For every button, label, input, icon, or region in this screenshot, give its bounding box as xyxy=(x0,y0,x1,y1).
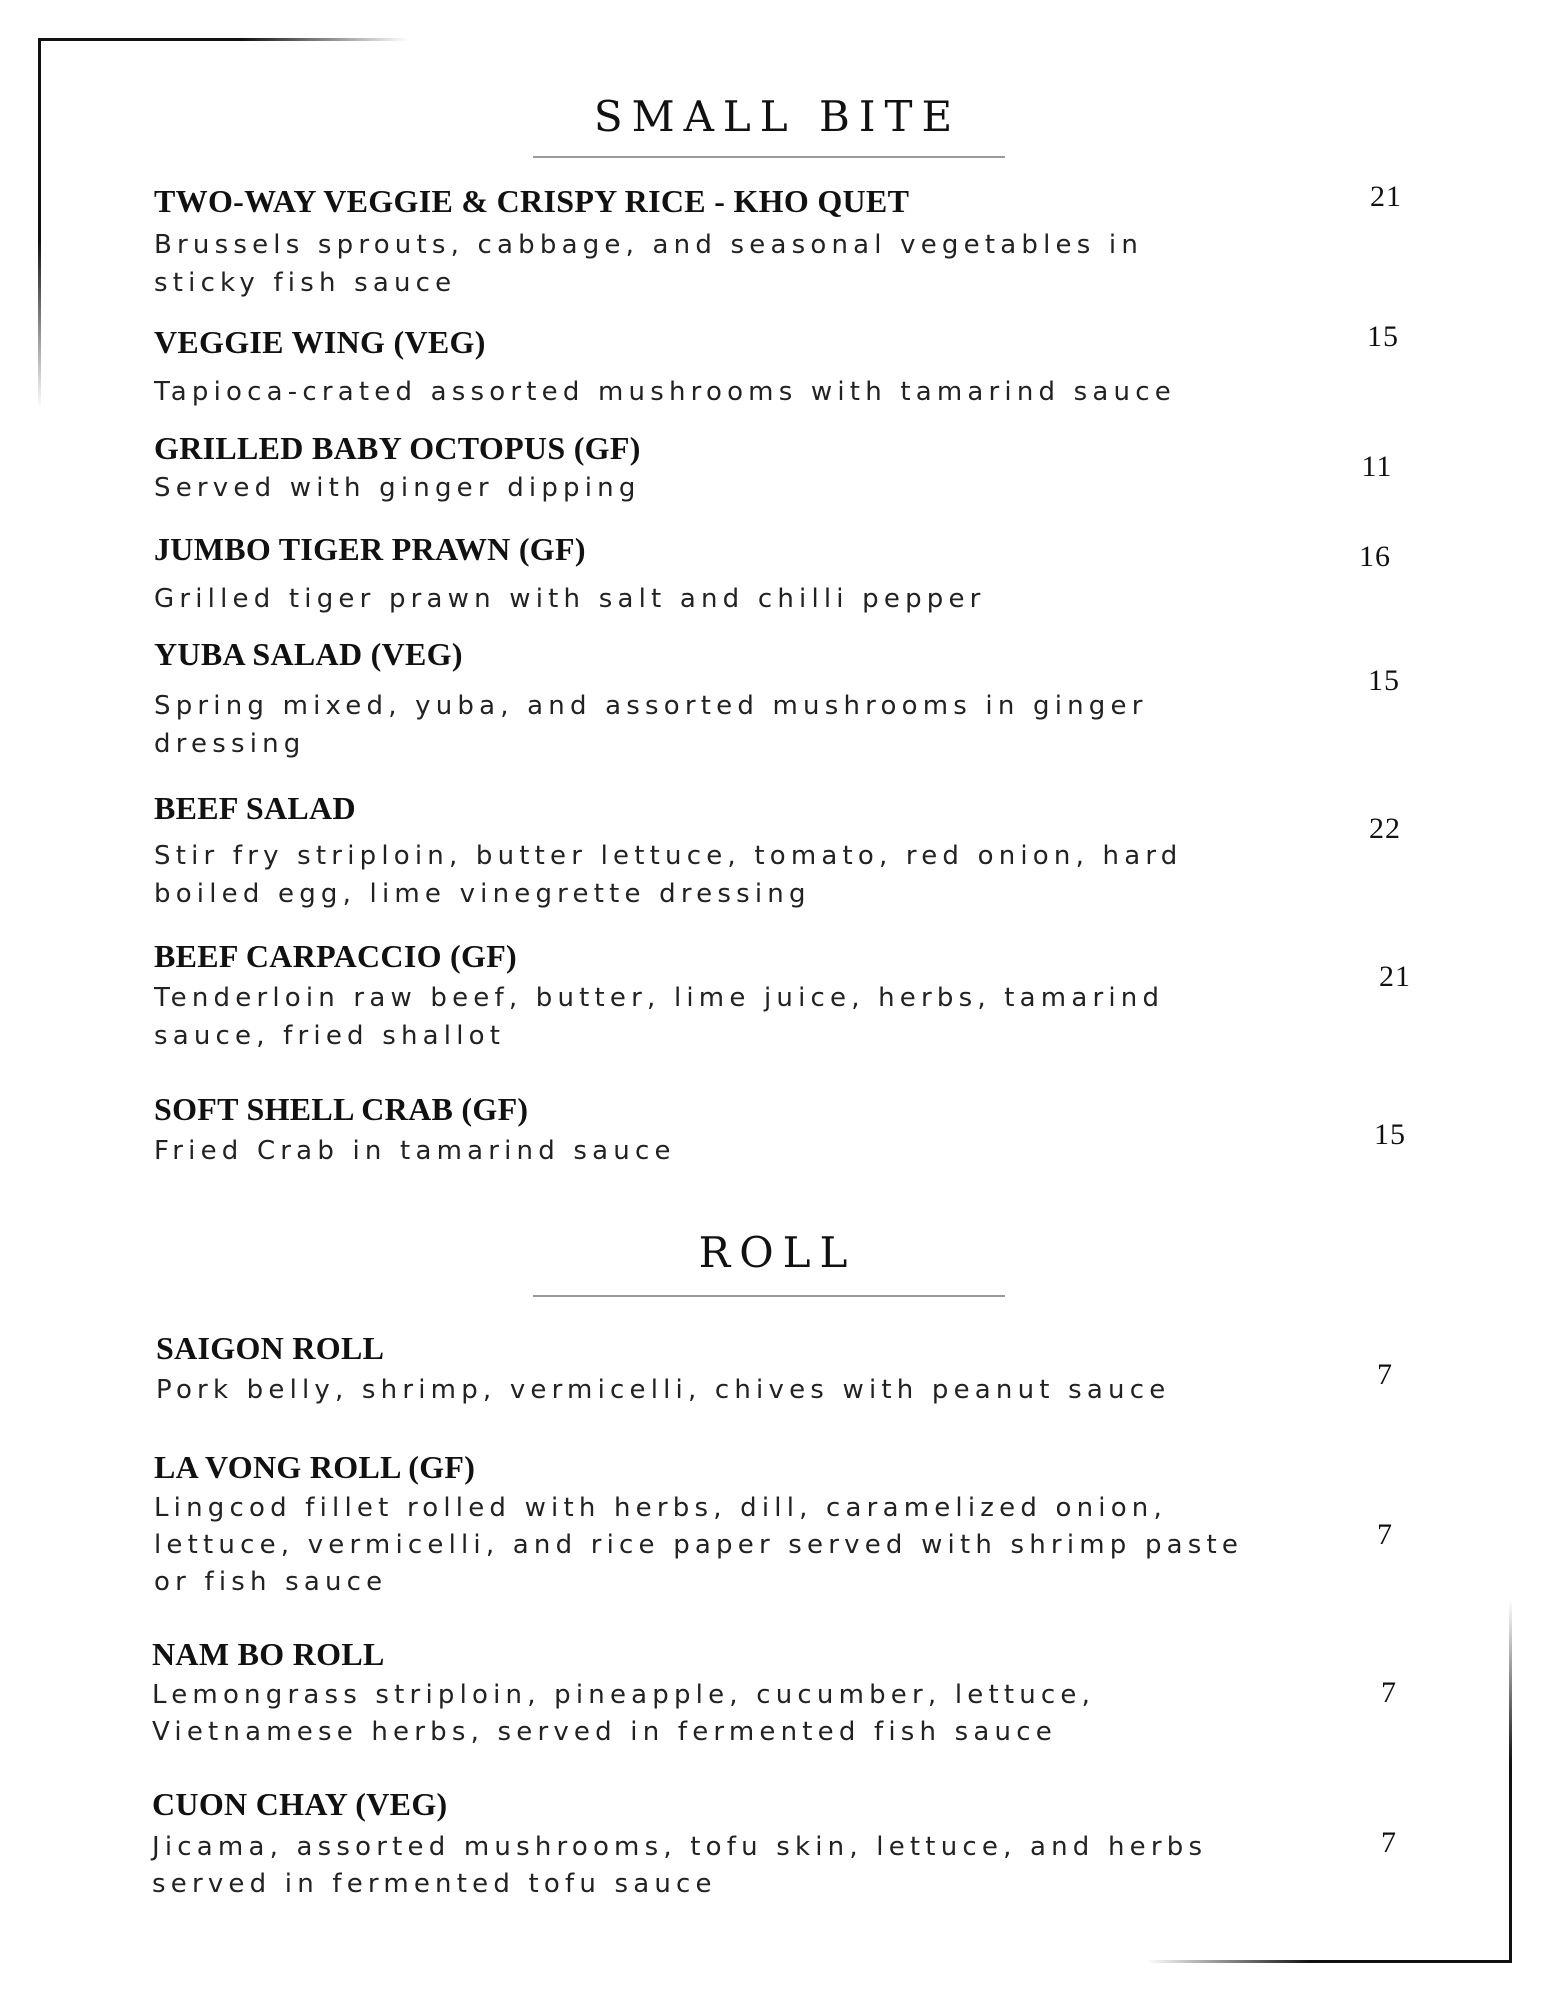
item-name: BEEF CARPACCIO (GF) xyxy=(154,938,518,974)
section-title: SMALL BITE xyxy=(593,92,962,141)
item-name: VEGGIE WING (VEG) xyxy=(154,324,486,360)
item-description: Tenderloin raw beef, butter, lime juice, herbs, tamarind sauce, fried shallot xyxy=(154,983,1165,1051)
item-name: LA VONG ROLL (GF) xyxy=(154,1449,476,1485)
item-price: 15 xyxy=(1368,664,1400,697)
item-description: Brussels sprouts, cabbage, and seasonal vegetables in sticky fish sauce xyxy=(154,230,1144,298)
menu-item xyxy=(152,1786,1252,1903)
item-price: 21 xyxy=(1370,180,1402,213)
menu-item xyxy=(154,1449,1254,1601)
item-price: 11 xyxy=(1361,450,1393,483)
menu-item xyxy=(154,938,1254,1055)
menu-item xyxy=(154,183,1254,302)
item-price: 7 xyxy=(1381,1676,1397,1709)
menu-item xyxy=(154,790,1254,913)
item-name: SOFT SHELL CRAB (GF) xyxy=(154,1091,529,1127)
item-description: Jicama, assorted mushrooms, tofu skin, lettuce, and herbs served in fermented tofu sauce xyxy=(152,1832,1208,1899)
item-description: Tapioca-crated assorted mushrooms with tamarind sauce xyxy=(154,377,1176,407)
item-description: Spring mixed, yuba, and assorted mushrooms in ginger dressing xyxy=(154,691,1148,759)
menu-item xyxy=(156,1330,1256,1409)
item-price: 16 xyxy=(1359,540,1391,573)
menu-item xyxy=(154,1091,1254,1170)
menu-item xyxy=(154,324,1254,411)
item-name: SAIGON ROLL xyxy=(156,1330,385,1366)
item-description: Fried Crab in tamarind sauce xyxy=(154,1136,676,1166)
menu-item xyxy=(152,1636,1252,1751)
menu-item xyxy=(154,531,1254,618)
item-name: GRILLED BABY OCTOPUS (GF) xyxy=(154,430,641,466)
item-description: Grilled tiger prawn with salt and chilli pepper xyxy=(154,584,986,614)
item-description: Lemongrass striploin, pineapple, cucumber, lettuce, Vietnamese herbs, served in fermented fish sauce xyxy=(152,1680,1096,1747)
section-title: ROLL xyxy=(698,1228,857,1277)
item-description: Lingcod fillet rolled with herbs, dill, caramelized onion, lettuce, vermicelli, and rice paper served with shrimp paste or fish sauce xyxy=(154,1493,1244,1597)
section-divider xyxy=(533,156,1005,158)
item-name: JUMBO TIGER PRAWN (GF) xyxy=(154,531,586,567)
item-price: 15 xyxy=(1367,320,1399,353)
item-name: NAM BO ROLL xyxy=(152,1636,385,1672)
item-price: 15 xyxy=(1374,1118,1406,1151)
item-price: 21 xyxy=(1379,960,1411,993)
menu-item xyxy=(154,430,1254,507)
item-name: TWO-WAY VEGGIE & CRISPY RICE - KHO QUET xyxy=(154,183,910,219)
item-name: BEEF SALAD xyxy=(154,790,356,826)
section-divider xyxy=(533,1295,1005,1297)
item-description: Pork belly, shrimp, vermicelli, chives with peanut sauce xyxy=(156,1375,1171,1405)
frame-line-top xyxy=(38,38,408,41)
item-description: Stir fry striploin, butter lettuce, tomato, red onion, hard boiled egg, lime vinegrette dressing xyxy=(154,841,1183,909)
menu-item xyxy=(154,636,1254,763)
item-price: 22 xyxy=(1369,812,1401,845)
item-name: CUON CHAY (VEG) xyxy=(152,1786,448,1822)
frame-line-bottom xyxy=(1146,1960,1512,1963)
item-description: Served with ginger dipping xyxy=(154,473,641,503)
item-price: 7 xyxy=(1377,1518,1393,1551)
item-price: 7 xyxy=(1377,1358,1393,1391)
item-price: 7 xyxy=(1381,1826,1397,1859)
frame-line-right xyxy=(1509,1600,1512,1963)
item-name: YUBA SALAD (VEG) xyxy=(154,636,463,672)
